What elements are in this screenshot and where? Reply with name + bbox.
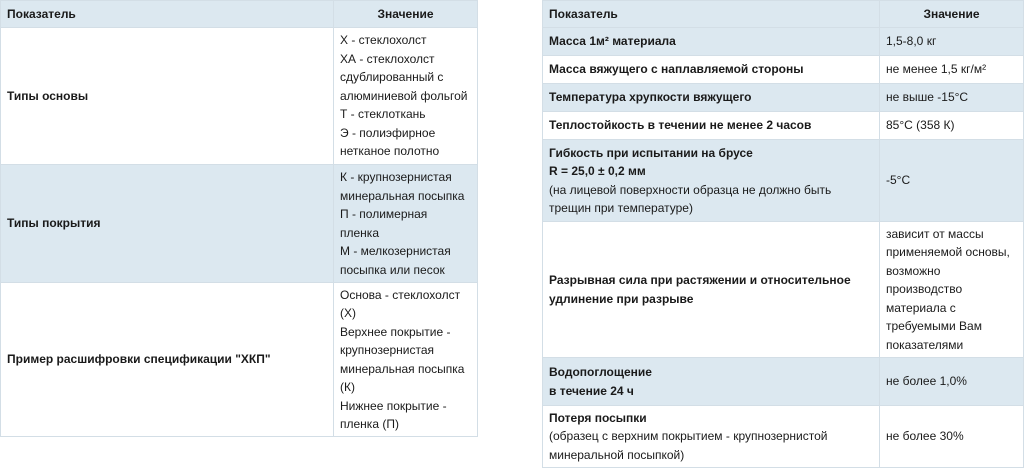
value-line: Верхнее покрытие - <box>340 324 451 339</box>
row-value: не более 30% <box>880 406 1024 468</box>
value-line: М - мелкозернистая <box>340 244 451 258</box>
label-line: Гибкость при испытании на брусе <box>549 145 753 160</box>
table-row <box>543 222 1024 358</box>
value-line: крупнозернистая <box>340 343 435 357</box>
value-line: (Х) <box>340 306 356 320</box>
row-label: Типы покрытия <box>1 165 334 283</box>
row-label: Температура хрупкости вяжущего <box>543 84 880 112</box>
value-line: пленка <box>340 225 379 240</box>
value-line: зависит от массы <box>886 226 984 241</box>
value-line: посыпка или песок <box>340 262 445 277</box>
header-param: Показатель <box>1 1 334 28</box>
header-param: Показатель <box>543 1 880 28</box>
row-label: Теплостойкость в течении не менее 2 часов <box>543 112 880 140</box>
value-line: Х - стеклохолст <box>340 33 427 48</box>
left-table-header-row <box>1 1 478 28</box>
value-line: требуемыми Вам <box>886 319 982 334</box>
value-line: К - крупнозернистая <box>340 170 452 184</box>
value-line: сдублированный с <box>340 70 444 85</box>
table-row <box>1 283 478 437</box>
row-label <box>543 140 880 222</box>
value-line: материала с <box>886 300 956 315</box>
table-row <box>543 140 1024 222</box>
value-line: (К) <box>340 380 355 394</box>
value-line: нетканое полотно <box>340 144 440 159</box>
row-value: -5°С <box>880 140 1024 222</box>
row-value: 1,5-8,0 кг <box>880 28 1024 56</box>
label-line: удлинение при разрыве <box>549 291 694 306</box>
table-row <box>543 56 1024 84</box>
value-line: П - полимерная <box>340 207 428 221</box>
row-label <box>543 222 880 358</box>
row-value <box>880 222 1024 358</box>
value-line: алюминиевой фольгой <box>340 88 468 103</box>
table-row <box>1 28 478 165</box>
header-value: Значение <box>334 1 478 28</box>
table-row <box>543 84 1024 112</box>
row-label: Пример расшифровки спецификации "ХКП" <box>1 283 334 437</box>
value-line: Нижнее покрытие - <box>340 398 447 413</box>
table-row <box>1 165 478 283</box>
row-label <box>543 358 880 406</box>
label-note: трещин при температуре) <box>549 201 693 215</box>
table-row <box>543 406 1024 468</box>
table-row <box>543 358 1024 406</box>
value-line: минеральная посыпка <box>340 188 465 203</box>
value-line: Э - полиэфирное <box>340 125 436 140</box>
row-label: Типы основы <box>1 28 334 165</box>
value-line: минеральная посыпка <box>340 361 465 376</box>
header-value: Значение <box>880 1 1024 28</box>
label-line: R = 25,0 ± 0,2 мм <box>549 164 646 178</box>
table-row <box>543 28 1024 56</box>
row-label: Масса вяжущего с наплавляемой стороны <box>543 56 880 84</box>
value-line: Т - стеклоткань <box>340 107 426 122</box>
label-line: Водопоглощение <box>549 365 652 379</box>
label-line: Потеря посыпки <box>549 410 647 425</box>
value-line: пленка (П) <box>340 417 399 431</box>
left-spec-table <box>0 0 478 437</box>
label-line: в течение 24 ч <box>549 383 634 398</box>
row-label: Масса 1м² материала <box>543 28 880 56</box>
value-line: ХА - стеклохолст <box>340 51 435 66</box>
label-line: Разрывная сила при растяжении и относительное <box>549 273 851 287</box>
row-value <box>334 283 478 437</box>
value-line: показателями <box>886 337 964 352</box>
row-value: не выше -15°С <box>880 84 1024 112</box>
row-value <box>334 28 478 165</box>
row-value <box>334 165 478 283</box>
right-table-header-row <box>543 1 1024 28</box>
value-line: производство <box>886 282 963 297</box>
right-spec-table <box>542 0 1024 468</box>
row-label <box>543 406 880 468</box>
row-value: не более 1,0% <box>880 358 1024 406</box>
row-value: 85°С (358 К) <box>880 112 1024 140</box>
table-row <box>543 112 1024 140</box>
value-line: Основа - стеклохолст <box>340 287 461 302</box>
value-line: применяемой основы, <box>886 245 1010 260</box>
row-value: не менее 1,5 кг/м² <box>880 56 1024 84</box>
label-note: (образец с верхним покрытием - крупнозернистой <box>549 429 828 444</box>
value-line: возможно <box>886 263 941 278</box>
label-note: минеральной посыпкой) <box>549 447 685 462</box>
label-note: (на лицевой поверхности образца не должно быть <box>549 182 832 197</box>
